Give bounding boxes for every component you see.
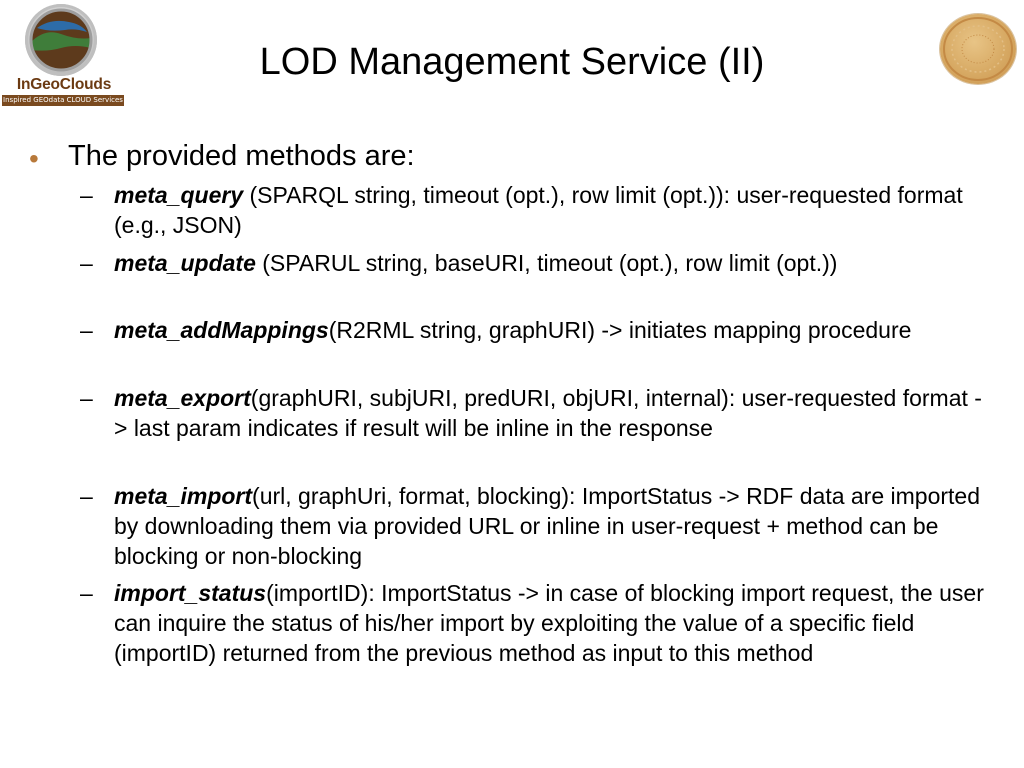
method-name: meta_update	[114, 250, 256, 276]
bullet-text: The provided methods are:	[68, 140, 415, 172]
method-description: (graphURI, subjURI, predURI, objURI, internal): user-requested format -> last param indicates if result will be inline in the response	[114, 385, 982, 441]
logo-tagline: Inspired GEOdata CLOUD Services	[3, 96, 123, 104]
method-name: meta_query	[114, 182, 244, 208]
dash-icon: –	[80, 250, 93, 276]
method-text	[114, 315, 984, 345]
logo-wordmark: InGeoClouds	[16, 76, 112, 93]
method-text	[114, 248, 984, 278]
dash-icon: –	[80, 182, 93, 208]
method-text	[114, 383, 984, 443]
method-name: meta_addMappings	[114, 317, 329, 343]
method-description: (SPARUL string, baseURI, timeout (opt.), row limit (opt.))	[255, 250, 838, 276]
dash-icon: –	[80, 580, 93, 606]
method-name: meta_export	[114, 385, 251, 411]
dash-icon: –	[80, 483, 93, 509]
method-description: (url, graphUri, format, blocking): ImportStatus -> RDF data are imported by downloading them via provided URL or inline in user-request + method can be blocking or non-blocking	[114, 483, 981, 569]
bullet-dot-icon: •	[29, 143, 39, 174]
method-description: (SPARQL string, timeout (opt.), row limit (opt.)): user-requested format (e.g., JSON)	[114, 182, 963, 238]
method-description: (importID): ImportStatus -> in case of blocking import request, the user can inquire the status of his/her import by exploiting the value of a specific field (importID) returned from the previous method as input to this method	[114, 580, 984, 666]
method-text	[114, 578, 984, 668]
method-text	[114, 481, 984, 571]
method-text	[114, 180, 984, 240]
method-name: meta_import	[114, 483, 253, 509]
slide-title: LOD Management Service (II)	[259, 41, 765, 83]
dash-icon: –	[80, 385, 93, 411]
method-description: (R2RML string, graphURI) -> initiates mapping procedure	[328, 317, 912, 343]
method-name: import_status	[114, 580, 267, 606]
dash-icon: –	[80, 317, 93, 343]
